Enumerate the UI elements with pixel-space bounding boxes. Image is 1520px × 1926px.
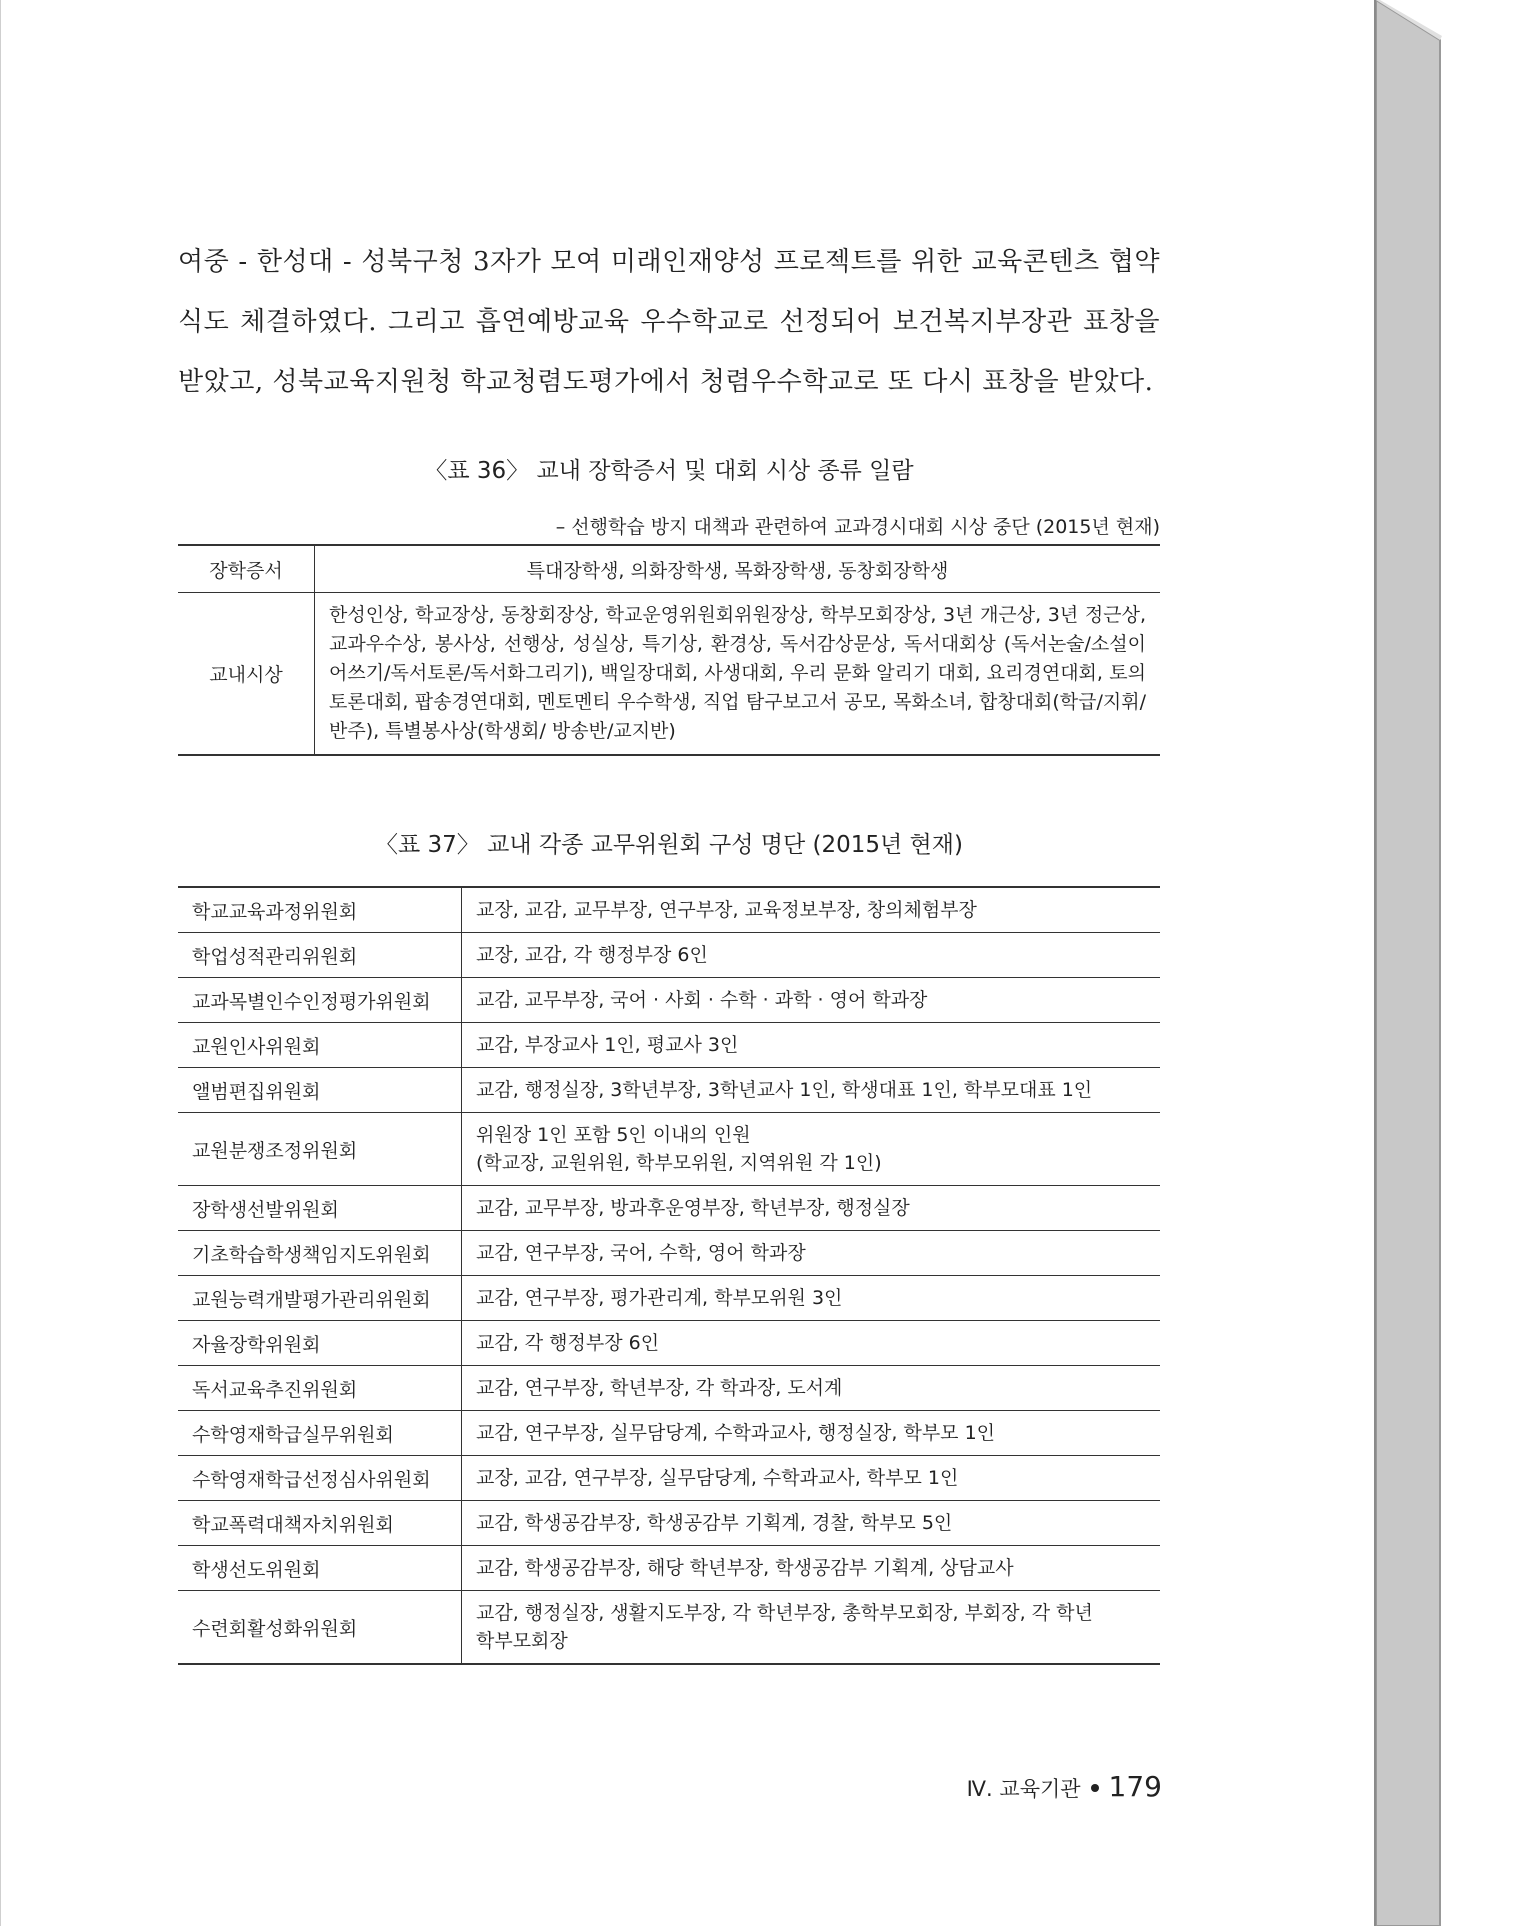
table36-note: – 선행학습 방지 대책과 관련하여 교과경시대회 시상 중단 (2015년 현재) [555,516,1160,538]
table-row [178,545,1160,593]
table36-caption: 〈표 36〉 교내 장학증서 및 대회 시상 종류 일람 [424,458,914,484]
row-header: 장학증서 [178,545,315,593]
row-header: 장학생선발위원회 [178,1186,462,1231]
row-value [462,1456,1161,1501]
chapter-label: Ⅳ. 교육기관 [966,1777,1081,1801]
row-value [462,1591,1161,1665]
intro-paragraph: 여중 - 한성대 - 성북구청 3자가 모여 미래인재양성 프로젝트를 위한 교육콘텐츠 협약식도 체결하였다. 그리고 흡연예방교육 우수학교로 선정되어 보건복지부장관 표창을 받았고, 성북교육지원청 학교청렴도평가에서 청렴우수학교로 또 다시 표창을 받았다. [178,247,1160,397]
row-header: 교내시상 [178,593,315,756]
row-value [462,1113,1161,1186]
table-37 [178,886,1160,1665]
page-number: 179 [1108,1770,1162,1803]
table-row [178,1321,1160,1366]
row-value-line: 교감, 연구부장, 평가관리계, 학부모위원 3인 [476,1287,843,1309]
row-value-line: 교감, 연구부장, 실무담당계, 수학과교사, 행정실장, 학부모 1인 [476,1422,996,1444]
table-36 [178,544,1160,756]
table-row [178,1186,1160,1231]
row-value: 한성인상, 학교장상, 동창회장상, 학교운영위원회위원장상, 학부모회장상, 3년 개근상, 3년 정근상, 교과우수상, 봉사상, 선행상, 성실상, 특기상, 환경상, 독서감상문상, 독서대회상 (독서논술/소설이어쓰기/독서토론/독서화그리기), 백일장대회, 사생대회, 우리 문화 알리기 대회, 요리경연대회, 토의토론대회, 팝송경연대회, 멘토멘티 우수학생, 직업 탐구보고서 공모, 목화소녀, 합창대회(학급/지휘/반주), 특별봉사상(학생회/ 방송반/교지반) [329,604,1146,742]
table-row [178,887,1160,933]
table-row [178,1546,1160,1591]
row-value-line: 교장, 교감, 각 행정부장 6인 [476,944,708,966]
table-row [178,1113,1160,1186]
row-header: 학교교육과정위원회 [178,887,462,933]
row-value [462,1501,1161,1546]
table-row [178,1456,1160,1501]
row-value-line: 교감, 연구부장, 학년부장, 각 학과장, 도서계 [476,1377,843,1399]
row-header: 교원능력개발평가관리위원회 [178,1276,462,1321]
row-header: 수학영재학급실무위원회 [178,1411,462,1456]
table-row [178,1501,1160,1546]
row-value-line: 교감, 학생공감부장, 해당 학년부장, 학생공감부 기획계, 상담교사 [476,1557,1014,1579]
table37-caption: 〈표 37〉 교내 각종 교무위원회 구성 명단 (2015년 현재) [375,832,963,858]
table-row [178,1366,1160,1411]
row-header: 학업성적관리위원회 [178,933,462,978]
row-value [462,1186,1161,1231]
table-row [178,1591,1160,1665]
row-value-line: 교감, 연구부장, 국어, 수학, 영어 학과장 [476,1242,806,1264]
row-value [462,1546,1161,1591]
row-header: 교원분쟁조정위원회 [178,1113,462,1186]
row-header: 수련회활성화위원회 [178,1591,462,1665]
table-row [178,1068,1160,1113]
row-value [462,887,1161,933]
row-header: 수학영재학급선정심사위원회 [178,1456,462,1501]
table-row [178,1231,1160,1276]
row-value [462,1411,1161,1456]
row-value-line: 교감, 행정실장, 3학년부장, 3학년교사 1인, 학생대표 1인, 학부모대표 1인 [476,1079,1093,1101]
row-header: 학생선도위원회 [178,1546,462,1591]
table-row [178,933,1160,978]
row-value: 특대장학생, 의화장학생, 목화장학생, 동창회장학생 [315,545,1161,593]
row-value [462,1231,1161,1276]
row-value-line: 교장, 교감, 연구부장, 실무담당계, 수학과교사, 학부모 1인 [476,1467,959,1489]
table-row [178,593,1160,756]
row-value-line: 학부모회장 [476,1630,568,1652]
row-value [462,1068,1161,1113]
row-header: 독서교육추진위원회 [178,1366,462,1411]
row-value [462,1366,1161,1411]
row-value-line: (학교장, 교원위원, 학부모위원, 지역위원 각 1인) [476,1152,882,1174]
row-value-line: 교감, 학생공감부장, 학생공감부 기획계, 경찰, 학부모 5인 [476,1512,953,1534]
row-value [462,978,1161,1023]
row-value [462,933,1161,978]
row-value-line: 위원장 1인 포함 5인 이내의 인원 [476,1124,751,1146]
row-value-line: 교감, 행정실장, 생활지도부장, 각 학년부장, 총학부모회장, 부회장, 각 학년 [476,1602,1093,1624]
row-value [462,1321,1161,1366]
row-header: 교과목별인수인정평가위원회 [178,978,462,1023]
table-row [178,1276,1160,1321]
row-header: 자율장학위원회 [178,1321,462,1366]
row-value [462,1023,1161,1068]
row-value-line: 교감, 부장교사 1인, 평교사 3인 [476,1034,739,1056]
page-footer [967,1770,1162,1803]
table-row [178,978,1160,1023]
row-header: 학교폭력대책자치위원회 [178,1501,462,1546]
table-row [178,1023,1160,1068]
row-value-line: 교감, 교무부장, 방과후운영부장, 학년부장, 행정실장 [476,1197,910,1219]
row-value-line: 교감, 각 행정부장 6인 [476,1332,660,1354]
row-value-line: 교장, 교감, 교무부장, 연구부장, 교육정보부장, 창의체험부장 [476,899,977,921]
row-value [462,1276,1161,1321]
row-header: 기초학습학생책임지도위원회 [178,1231,462,1276]
row-header: 앨범편집위원회 [178,1068,462,1113]
book-edge [1376,0,1520,1926]
row-header: 교원인사위원회 [178,1023,462,1068]
row-value-line: 교감, 교무부장, 국어 · 사회 · 수학 · 과학 · 영어 학과장 [476,989,928,1011]
table-row [178,1411,1160,1456]
bullet-icon [1091,1784,1099,1792]
